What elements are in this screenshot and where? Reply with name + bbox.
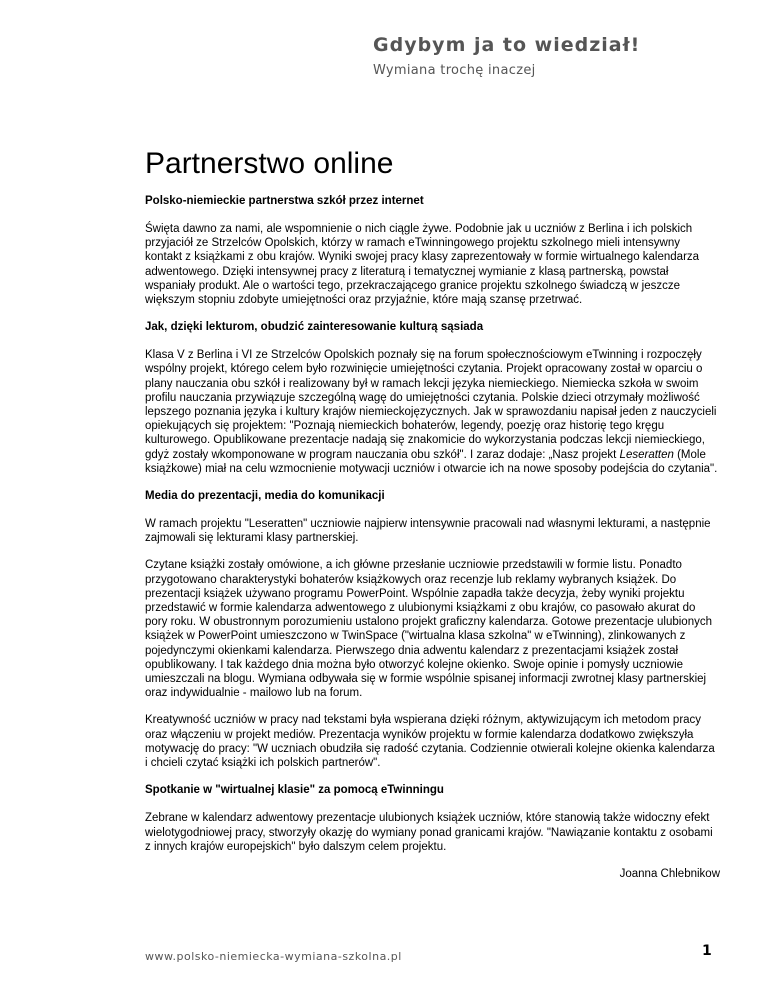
book-title-italic: Leseratten [619,448,674,461]
article-author: Joanna Chlebnikow [619,867,720,880]
page-header [373,34,640,78]
article-subtitle: Polsko-niemieckie partnerstwa szkół przez internet [145,195,424,207]
section-media-paragraph-1: W ramach projektu "Leseratten" uczniowie najpierw intensywnie pracowali nad własnymi lekturami, a następnie zajmowali się lekturami klasy partnerskiej. [145,518,711,545]
page-number: 1 [702,943,712,959]
footer-url: www.polsko-niemiecka-wymiana-szkolna.pl [145,950,402,963]
intro-paragraph: Święta dawno za nami, ale wspomnienie o nich ciągle żywe. Podobnie jak u uczniów z Berlina i ich polskich przyjaciół ze Strzelców Opolskich, którzy w ramach eTwinningowego projektu szkolnego mieli intensywny kontakt z książkami z obu krajów. Wyniki swojej pracy klasy zaprezentowały w formie wirtualnego kalendarza adwentowego. Dzięki intensywnej pracy z literaturą i tematycznej wymianie z klasą partnerską, powstał wspaniały produkt. Ale o wartości tego, przekraczającego granice projektu szkolnego świadczą w jeszcze większym stopniu zdobyte umiejętności oraz przyjaźnie, które mają szansę przetrwać. [145,223,700,307]
article-title: Partnerstwo online [145,147,394,180]
section-heading-virtual-class: Spotkanie w "wirtualnej klasie" za pomocą eTwinningu [145,784,444,797]
section-media-paragraph-3: Kreatywność uczniów w pracy nad tekstami była wspierana dzięki różnym, aktywizującym ich metodom pracy oraz włączeniu w projekt mediów. Prezentacja wyników projektu w formie kalendarza dodatkowo zwiększyła motywację do pracy: "W uczniach obudziła się radość czytania. Codziennie otwierali kolejne okienka kalendarza i chcieli czytać książki ich polskich partnerów". [145,714,715,770]
paragraph-text: Klasa V z Berlina i VI ze Strzelców Opolskich poznały się na forum społecznościowym eTwinning i rozpoczęły wspólny projekt, którego celem było rozwinięcie umiejętności czytania. Projekt opracowany został w oparciu o plany nauczania obu szkół i realizowany był w ramach lekcji języka niemieckiego. Niemiecka szkoła w swoim profilu nauczania przywiązuje szczególną wagę do umiejętności czytania. Polskie dzieci otrzymały możliwość lepszego poznania języka i kultury krajów niemieckojęzycznych. Jak w sprawozdaniu napisał jeden z nauczycieli opiekujących się projektem: "Poznają niemieckich bohaterów, legendy, poezję oraz historię tego kręgu kulturowego. Opublikowane prezentacje nadają się znakomicie do wykorzystania podczas lekcji niemieckiego, gdyż zostały wkomponowane w program nauczania obu szkół". I zaraz dodaje: „Nasz projekt [145,349,717,461]
paragraph-text: (Mole książkowe) miał na celu wzmocnienie motywacji uczniów i otwarcie ich na nowe sposoby podejścia do czytania". [145,448,718,475]
brand-title: Gdybym ja to wiedział! [373,34,641,56]
section-reading-paragraph [145,348,720,476]
section-heading-reading: Jak, dzięki lekturom, obudzić zainteresowanie kulturą sąsiada [145,321,484,334]
section-heading-media: Media do prezentacji, media do komunikacji [145,490,385,503]
brand-tagline: Wymiana trochę inaczej [373,63,536,78]
section-virtual-class-paragraph: Zebrane w kalendarz adwentowy prezentacje ulubionych książek uczniów, które stanowią także widoczny efekt wielotygodniowej pracy, stworzyły okazję do wymiany ponad granicami krajów. "Nawiązanie kontaktu z osobami z innych krajów europejskich" było dalszym celem projektu. [145,812,713,853]
article [145,146,720,881]
section-media-paragraph-2: Czytane książki zostały omówione, a ich główne przesłanie uczniowie przedstawili w formie listu. Ponadto przygotowano charakterystyki bohaterów książkowych oraz recenzje lub reklamy wybranych książek. Do prezentacji książek używano programu PowerPoint. Wspólnie zapadła także decyzja, żeby wyniki projektu przedstawić w formie kalendarza adwentowego z ulubionymi książkami z obu krajów, co pasowało akurat do pory roku. W obustronnym porozumieniu ustalono projekt graficzny kalendarza. Gotowe prezentacje ulubionych książek w PowerPoint umieszczono w TwinSpace ("wirtualna klasa szkolna" w eTwinning), zlinkowanych z pojedynczymi okienkami kalendarza. Pierwszego dnia adwentu kalendarz z prezentacjami książek został opublikowany. I tak każdego dnia można było otworzyć kolejne okienko. Swoje opinie i pomysły uczniowie umieszczali na blogu. Wymiana odbywała się w formie wspólnie spisanej informacji zwrotnej klasy partnerskiej oraz indywidualnie - mailowo lub na forum. [145,559,712,700]
